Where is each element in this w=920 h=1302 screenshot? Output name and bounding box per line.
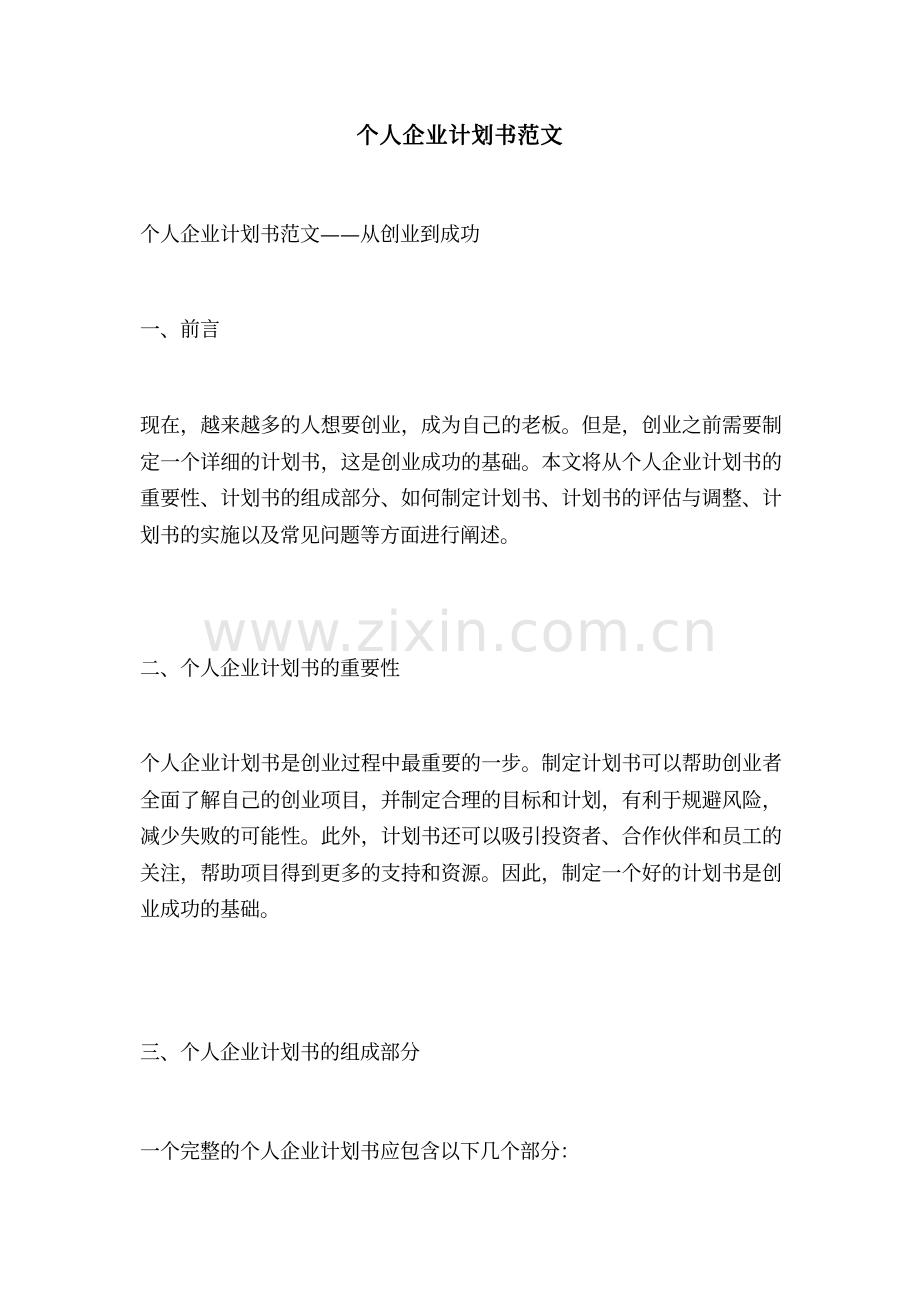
document-subtitle: 个人企业计划书范文——从创业到成功: [140, 222, 480, 246]
section-heading-importance: 二、个人企业计划书的重要性: [140, 656, 400, 680]
watermark: www.zixin.com.cn: [201, 600, 719, 665]
document-title: 个人企业计划书范文: [356, 123, 564, 149]
section-heading-preface: 一、前言: [140, 317, 220, 341]
section-body-components: 一个完整的个人企业计划书应包含以下几个部分：: [140, 1139, 580, 1163]
section-body-preface: 现在，越来越多的人想要创业，成为自己的老板。但是，创业之前需要制定一个详细的计划书，这是创业成功的基础。本文将从个人企业计划书的重要性、计划书的组成部分、如何制定计划书、计划书的评估与调整、计划书的实施以及常见问题等方面进行阐述。: [140, 413, 782, 547]
section-heading-components: 三、个人企业计划书的组成部分: [140, 1040, 420, 1064]
section-body-importance: 个人企业计划书是创业过程中最重要的一步。制定计划书可以帮助创业者全面了解自己的创业项目，并制定合理的目标和计划，有利于规避风险，减少失败的可能性。此外，计划书还可以吸引投资者、合作伙伴和员工的关注，帮助项目得到更多的支持和资源。因此，制定一个好的计划书是创业成功的基础。: [140, 751, 782, 921]
